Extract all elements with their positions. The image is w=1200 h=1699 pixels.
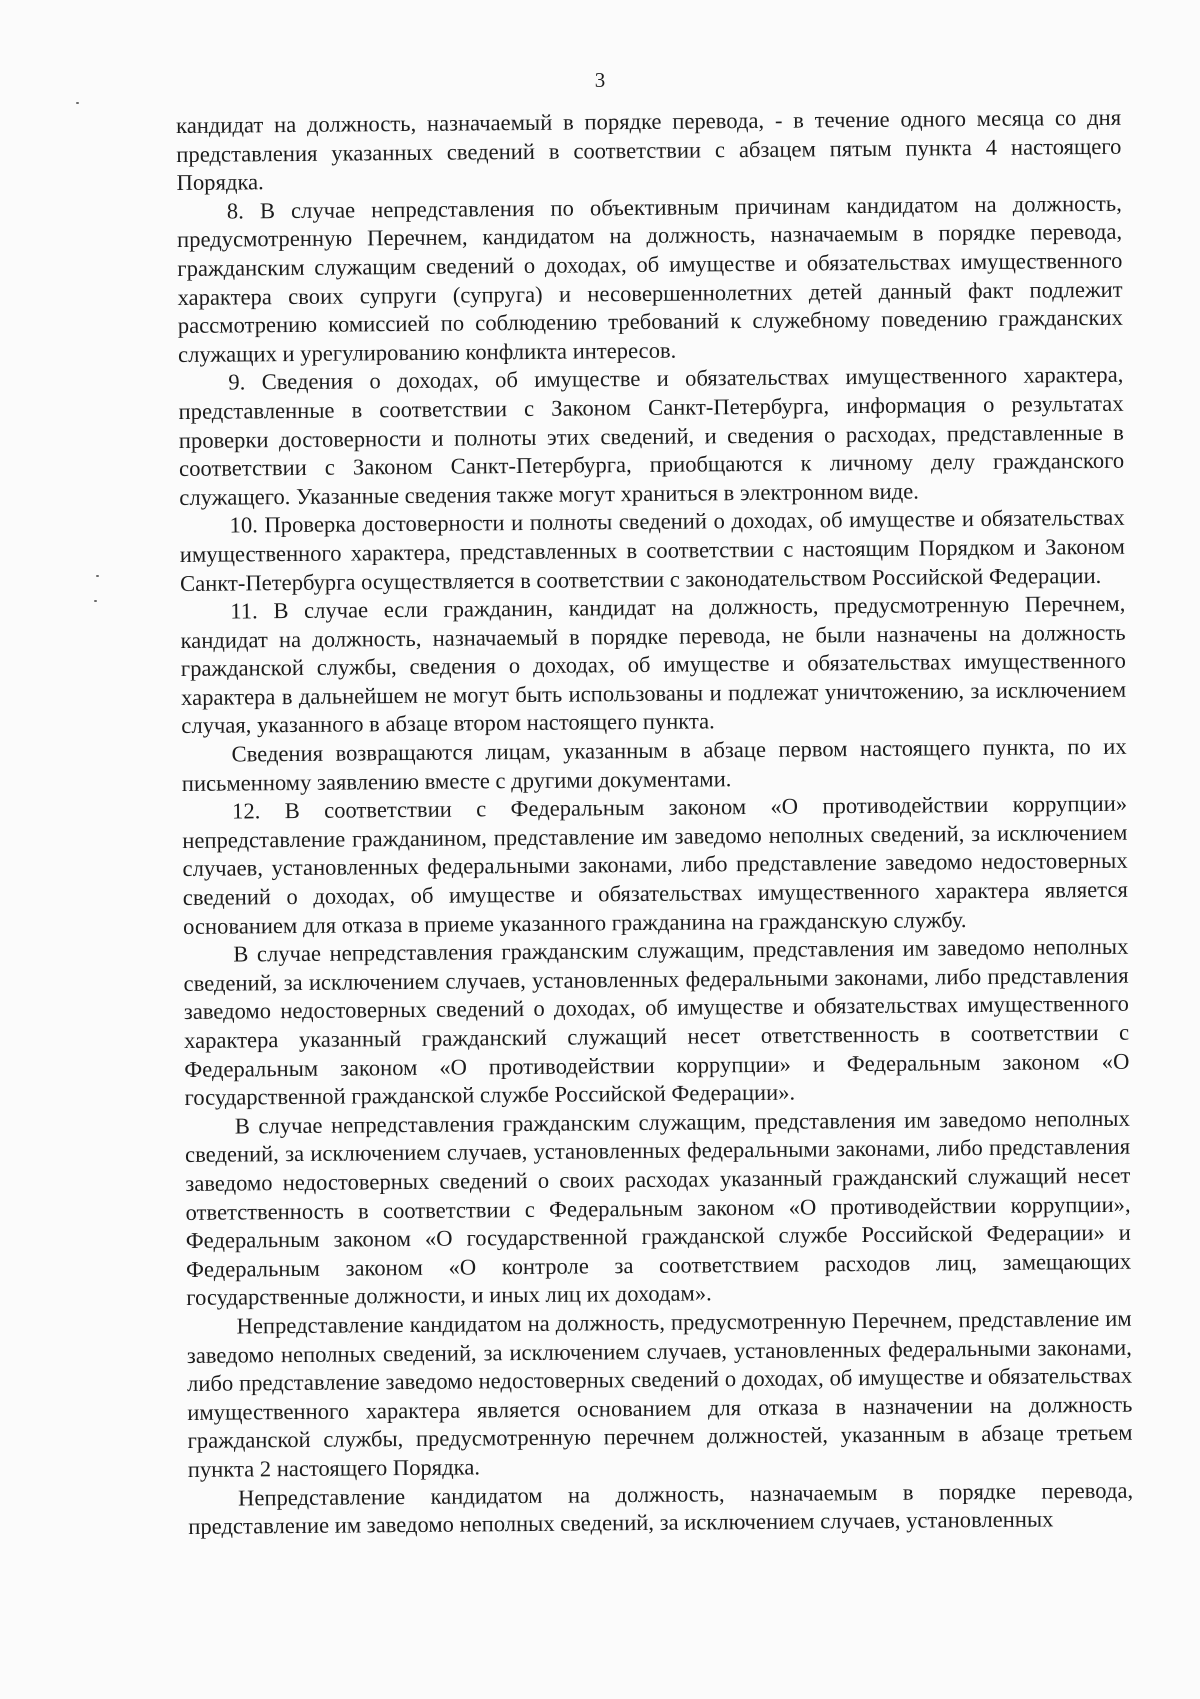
paragraph-continuation: кандидат на должность, назначаемый в порядке перевода, - в течение одного месяца со дня представления указанных сведений в соответствии с абзацем пятым пункта 4 настоящего Порядка. xyxy=(176,104,1122,196)
paragraph-item-8: 8. В случае непредставления по объективным причинам кандидатом на должность, предусмотренную Перечнем, кандидатом на должность, назначаемым в порядке перевода, гражданским служащим сведений о доходах, об имуществе и обязательствах имущественного характера своих супруги (супруга) и несовершеннолетних детей данный факт подлежит рассмотрению комиссией по соблюдению требований к служебному поведению гражданских служащих и урегулированию конфликта интересов. xyxy=(177,190,1123,367)
scan-speck xyxy=(96,575,99,577)
paragraph-item-10: 10. Проверка достоверности и полноты сведений о доходах, об имуществе и обязательствах имущественного характера, представленных в соответствии с настоящим Порядком и Законом Санкт-Петербурга осуществляется в соответствии с законодательством Российской Федерации. xyxy=(179,505,1125,596)
document-body xyxy=(176,104,1133,1542)
paragraph-item-11: 11. В случае если гражданин, кандидат на должность, предусмотренную Перечнем, кандидат на должность, назначаемый в порядке перевода, не были назначены на должность гражданской службы, сведения о доходах, об имуществе и обязательствах имущественного характера в дальнейшем не могут быть использованы и подлежат уничтожению, за исключением случая, указанного в абзаце втором настоящего пункта. xyxy=(180,590,1127,739)
scan-speck xyxy=(76,102,79,104)
scan-speck xyxy=(94,600,97,602)
paragraph-item-12-abzac-3: В случае непредставления гражданским служащим, представления им заведомо неполных сведений, за исключением случаев, установленных федеральными законами, либо представления заведомо недостоверных сведений о своих расходах указанный гражданский служащий несет ответственность в соответствии с Федеральным законом «О противодействии коррупции», Федеральным законом «О государственной гражданской службе Российской Федерации» и Федеральным законом «О контроле за соответствием расходов лиц, замещающих государственные должности, и иных лиц их доходам». xyxy=(184,1105,1132,1311)
paragraph-item-12-abzac-2: В случае непредставления гражданским служащим, представления им заведомо неполных сведений, за исключением случаев, установленных федеральными законами, либо представления заведомо недостоверных сведений о доходах, об имуществе и обязательствах имущественного характера указанный гражданский служащий несет ответственность в соответствии с Федеральным законом «О противодействии коррупции» и Федеральным законом «О государственной гражданской службе Российской Федерации». xyxy=(183,933,1130,1111)
paragraph-item-11-abzac-2: Сведения возвращаются лицам, указанным в абзаце первом настоящего пункта, по их письменному заявлению вместе с другими документами. xyxy=(181,733,1127,796)
paragraph-item-12-abzac-4: Непредставление кандидатом на должность, предусмотренную Перечнем, представление им заведомо неполных сведений, за исключением случаев, установленных федеральными законами, либо представление заведомо недостоверных сведений о доходах, об имуществе и обязательствах имущественного характера является основанием для отказа в назначении на должность гражданской службы, предусмотренную перечнем должностей, указанным в абзаце третьем пункта 2 настоящего Порядка. xyxy=(186,1305,1133,1482)
paragraph-item-12-abzac-5: Непредставление кандидатом на должность, назначаемым в порядке перевода, представление им заведомо неполных сведений, за исключением случаев, установленных xyxy=(188,1477,1134,1540)
page-number: 3 xyxy=(594,68,606,92)
paragraph-item-9: 9. Сведения о доходах, об имуществе и обязательствах имущественного характера, представленные в соответствии с Законом Санкт-Петербурга, информация о результатах проверки достоверности и полноты этих сведений, и сведения о расходах, представленные в соответствии с Законом Санкт-Петербурга, приобщаются к личному делу гражданского служащего. Указанные сведения также могут храниться в электронном виде. xyxy=(178,362,1125,510)
paragraph-item-12: 12. В соответствии с Федеральным законом «О противодействии коррупции» непредставление гражданином, представление им заведомо неполных сведений, за исключением случаев, установленных федеральными законами, либо представление заведомо недостоверных сведений о доходах, об имуществе и обязательствах имущественного характера является основанием для отказа в приеме указанного гражданина на гражданскую службу. xyxy=(182,790,1128,939)
